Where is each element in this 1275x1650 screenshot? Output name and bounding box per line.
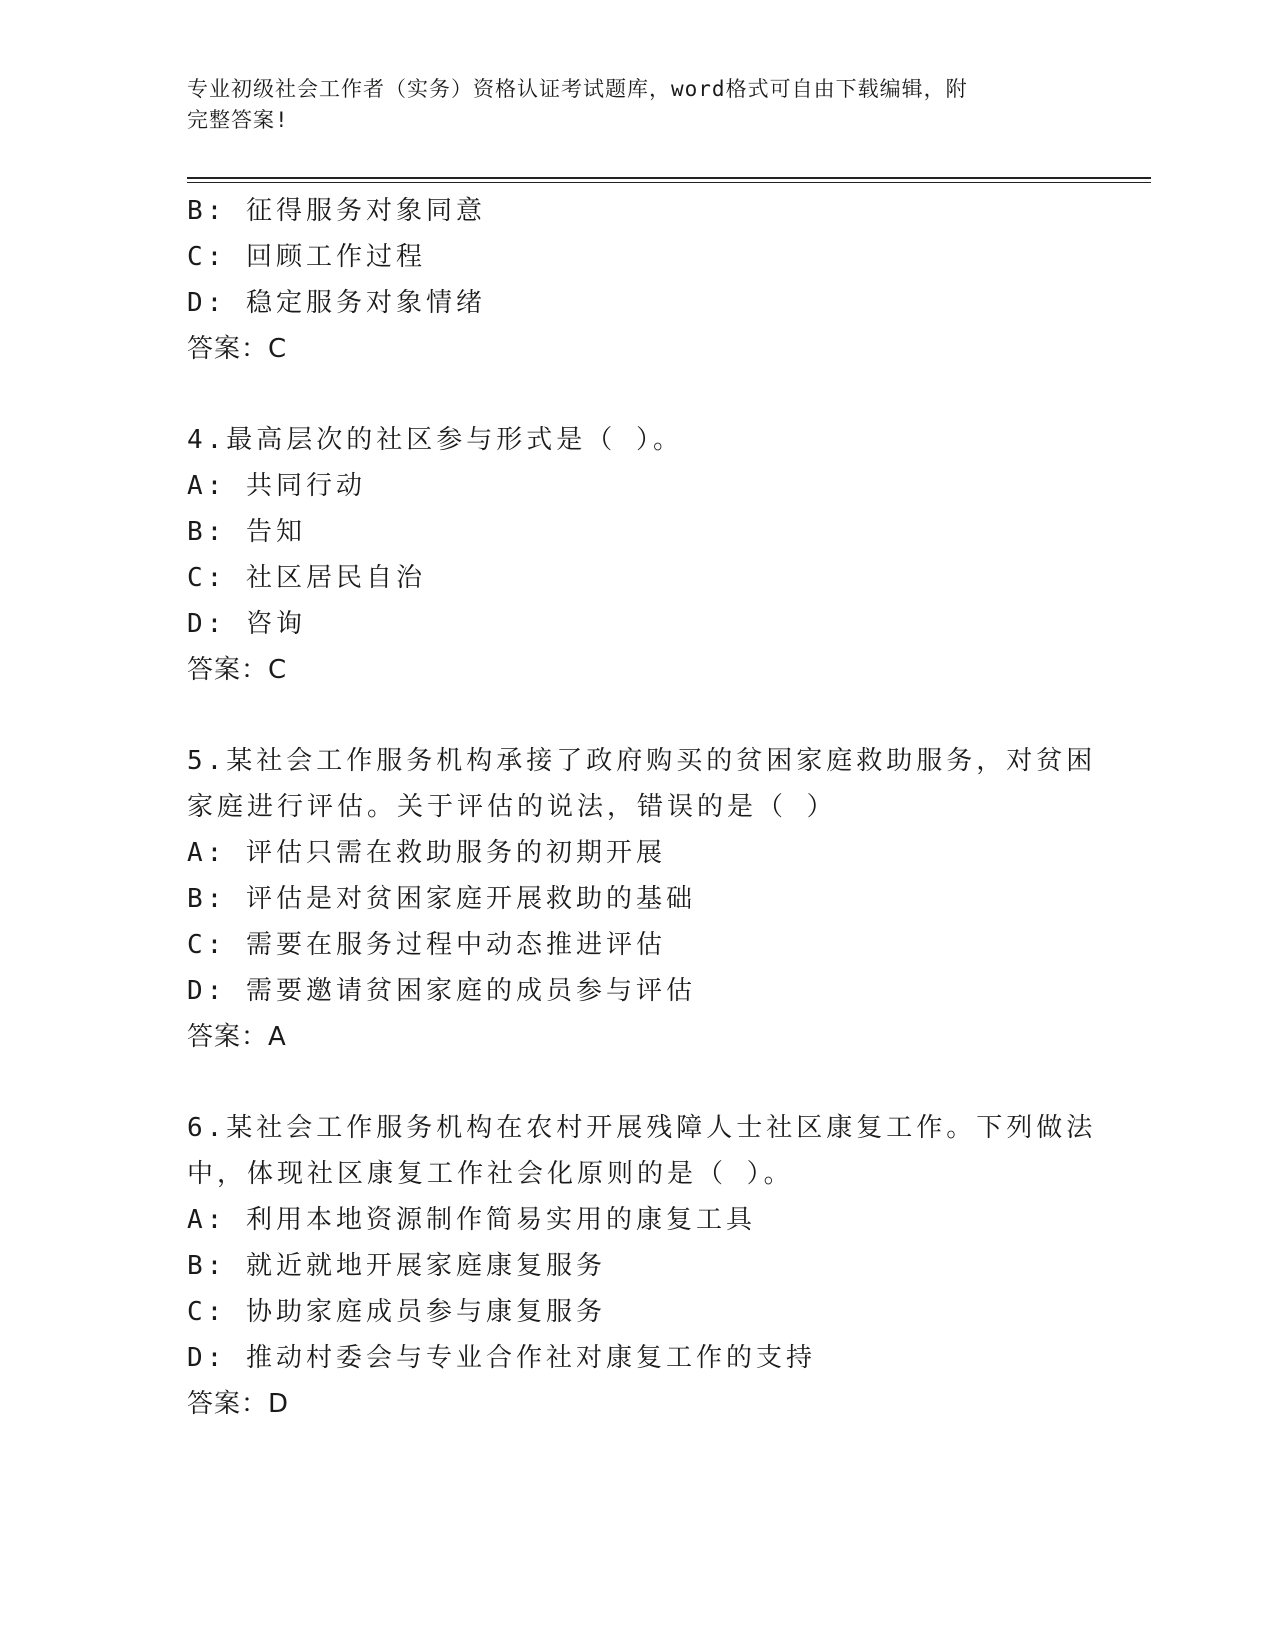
question-content xyxy=(187,188,1097,1427)
q3-answer: 答案：C xyxy=(187,334,288,364)
q4-option-a: A: 共同行动 xyxy=(187,471,366,501)
q4-option-d: D: 咨询 xyxy=(187,609,306,639)
q5-answer: 答案：A xyxy=(187,1022,287,1052)
q4-option-b: B: 告知 xyxy=(187,517,306,547)
header-title-line-1: 专业初级社会工作者（实务）资格认证考试题库，word格式可自由下载编辑，附 xyxy=(187,77,968,101)
question-6 xyxy=(187,1105,1097,1427)
q5-option-c: C: 需要在服务过程中动态推进评估 xyxy=(187,930,666,960)
document-header xyxy=(187,74,1067,136)
header-title-line-2: 完整答案! xyxy=(187,108,289,132)
q3-option-d: D: 稳定服务对象情绪 xyxy=(187,288,486,318)
q4-answer: 答案：C xyxy=(187,655,288,685)
header-divider-thin xyxy=(187,182,1151,183)
header-divider-thick xyxy=(187,177,1151,179)
q6-option-c: C: 协助家庭成员参与康复服务 xyxy=(187,1297,606,1327)
q3-option-c: C: 回顾工作过程 xyxy=(187,242,426,272)
q3-option-b: B: 征得服务对象同意 xyxy=(187,196,486,226)
question-5 xyxy=(187,738,1097,1060)
q5-option-b: B: 评估是对贫困家庭开展救助的基础 xyxy=(187,884,696,914)
question-3-tail xyxy=(187,188,1067,372)
spacer xyxy=(187,1060,1067,1105)
q4-stem: 4.最高层次的社区参与形式是（ ）。 xyxy=(187,425,683,455)
q6-stem-line-1: 6.某社会工作服务机构在农村开展残障人士社区康复工作。下列做法 xyxy=(187,1113,1097,1143)
q4-option-c: C: 社区居民自治 xyxy=(187,563,426,593)
spacer xyxy=(187,693,1067,738)
q6-option-b: B: 就近就地开展家庭康复服务 xyxy=(187,1251,606,1281)
q6-option-a: A: 利用本地资源制作简易实用的康复工具 xyxy=(187,1205,756,1235)
q5-stem-line-2: 家庭进行评估。关于评估的说法，错误的是（ ） xyxy=(187,792,837,822)
q5-option-d: D: 需要邀请贫困家庭的成员参与评估 xyxy=(187,976,696,1006)
q6-option-d: D: 推动村委会与专业合作社对康复工作的支持 xyxy=(187,1343,816,1373)
spacer xyxy=(187,372,1067,417)
q6-answer: 答案：D xyxy=(187,1389,290,1419)
q5-stem-line-1: 5.某社会工作服务机构承接了政府购买的贫困家庭救助服务，对贫困 xyxy=(187,746,1097,776)
q6-stem-line-2: 中，体现社区康复工作社会化原则的是（ ）。 xyxy=(187,1159,794,1189)
q5-option-a: A: 评估只需在救助服务的初期开展 xyxy=(187,838,666,868)
question-4 xyxy=(187,417,1067,693)
